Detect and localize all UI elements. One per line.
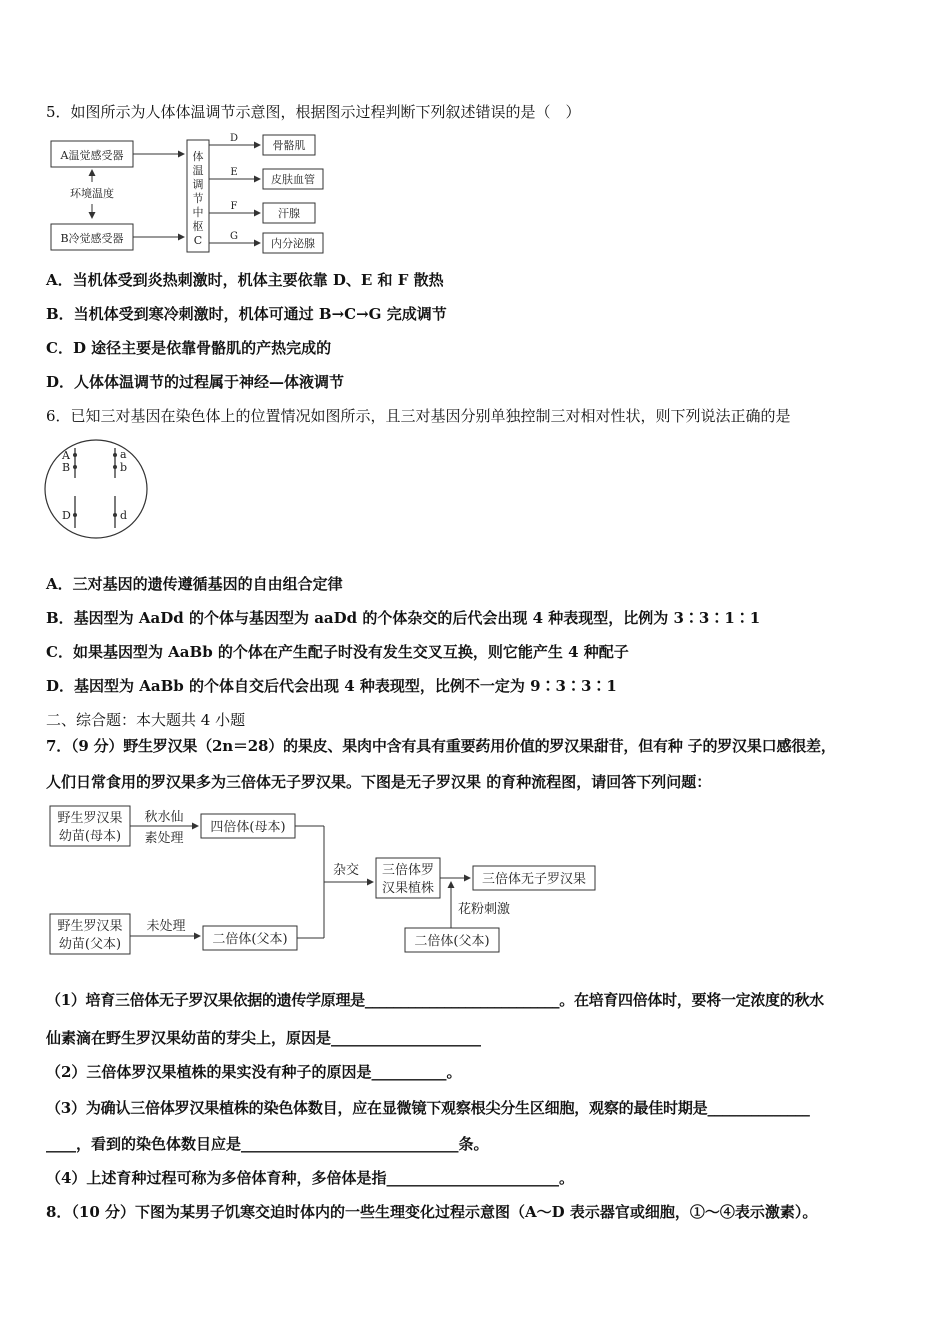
svg-text:中: 中 [192, 206, 204, 219]
q7-sub3-line2: ____，看到的染色体数目应是_____________________________条。 [46, 1135, 489, 1153]
q5-box-a: A温觉感受器 [60, 149, 124, 162]
q7-seedling-mother-1: 野生罗汉果 [57, 811, 123, 826]
q5-option-c: C．D 途径主要是依靠骨骼肌的产热完成的 [46, 339, 332, 357]
q5-label-e: E [230, 167, 238, 178]
q6-gene-B: B [62, 461, 71, 474]
q7-stem-line2: 人们日常食用的罗汉果多为三倍体无子罗汉果。下图是无子罗汉果 的育种流程图，请回答下列问题： [46, 773, 712, 791]
q7-triploid-1: 三倍体罗 [381, 863, 435, 878]
q7-breeding-flowchart [46, 802, 606, 958]
q5-target-sweat: 汗腺 [278, 207, 300, 220]
q7-diploid2: 二倍体(父本) [414, 934, 490, 949]
q7-sub2: （2）三倍体罗汉果植株的果实没有种子的原因是__________。 [46, 1063, 462, 1081]
svg-text:体: 体 [192, 150, 204, 163]
q5-target-vessel: 皮肤血管 [271, 173, 315, 186]
svg-text:枢: 枢 [192, 220, 204, 233]
q5-label-d: D [229, 133, 239, 144]
q6-gene-A: A [62, 449, 70, 462]
q5-option-a: A．当机体受到炎热刺激时，机体主要依靠 D、E 和 F 散热 [46, 271, 444, 289]
q7-triploid-2: 汉果植株 [381, 881, 435, 896]
q6-chromosome-diagram [42, 436, 154, 542]
q6-option-c: C．如果基因型为 AaBb 的个体在产生配子时没有发生交叉互换，则它能产生 4 种配子 [46, 643, 629, 661]
q7-treat2: 未处理 [146, 919, 186, 934]
q6-gene-a: a [120, 448, 127, 461]
q7-seedling-father-1: 野生罗汉果 [57, 919, 123, 934]
q6-stem: 6．已知三对基因在染色体上的位置情况如图所示，且三对基因分别单独控制三对相对性状，则下列说法正确的是 [46, 407, 791, 425]
q7-sub1-line2: 仙素滴在野生罗汉果幼苗的芽尖上，原因是____________________ [46, 1029, 482, 1047]
q6-gene-d: d [120, 509, 128, 522]
q6-gene-b: b [120, 461, 128, 474]
svg-text:调: 调 [192, 178, 204, 191]
q5-center-text [193, 149, 204, 247]
q5-option-b: B．当机体受到寒冷刺激时，机体可通过 B→C→G 完成调节 [46, 305, 447, 323]
q5-target-endocrine: 内分泌腺 [271, 237, 315, 250]
q6-gene-D: D [62, 509, 71, 522]
q6-option-b: B．基因型为 AaDd 的个体与基因型为 aaDd 的个体杂交的后代会出现 4 种表现型，比例为 3∶3∶1∶1 [46, 609, 761, 627]
q7-seedless: 三倍体无子罗汉果 [481, 872, 587, 887]
q5-env-temp: 环境温度 [70, 187, 114, 200]
q7-seedling-mother-2: 幼苗(母本) [58, 829, 122, 844]
svg-text:温: 温 [192, 164, 204, 177]
q5-stem: 5．如图所示为人体体温调节示意图，根据图示过程判断下列叙述错误的是（ ） [46, 103, 581, 121]
q8-stem: 8．（10 分）下图为某男子饥寒交迫时体内的一些生理变化过程示意图（A～D 表示器官或细胞，①～④表示激素）。 [46, 1203, 818, 1221]
q5-label-g: G [230, 231, 238, 242]
q6-option-a: A．三对基因的遗传遵循基因的自由组合定律 [46, 575, 343, 593]
svg-text:C: C [193, 234, 203, 247]
q7-seedling-father-2: 幼苗(父本) [58, 937, 122, 952]
q7-treat1-1: 秋水仙 [144, 810, 184, 825]
q7-tetraploid: 四倍体(母本) [210, 820, 286, 835]
q6-option-d: D．基因型为 AaBb 的个体自交后代会出现 4 种表现型，比例不一定为 9∶3∶3∶1 [46, 677, 617, 695]
q5-box-b: B冷觉感受器 [60, 232, 124, 245]
q5-target-muscle: 骨骼肌 [272, 139, 306, 152]
section-heading: 二、综合题：本大题共 4 小题 [46, 711, 246, 729]
q7-sub4: （4）上述育种过程可称为多倍体育种，多倍体是指_______________________。 [46, 1169, 574, 1187]
q7-cross: 杂交 [332, 863, 360, 878]
q7-sub3-line1: （3）为确认三倍体罗汉果植株的染色体数目，应在显微镜下观察根尖分生区细胞，观察的最佳时期是______________ [46, 1099, 810, 1117]
q7-pollen: 花粉刺激 [457, 902, 511, 917]
q7-diploid: 二倍体(父本) [212, 932, 288, 947]
q5-thermoregulation-diagram [46, 130, 336, 260]
q7-stem-line1: 7．（9 分）野生罗汉果（2n＝28）的果皮、果肉中含有具有重要药用价值的罗汉果甜苷，但有种 子的罗汉果口感很差， [46, 737, 836, 755]
q7-sub1-line1: （1）培育三倍体无子罗汉果依据的遗传学原理是___________________________。在培育四倍体时，要将一定浓度的秋水 [46, 991, 824, 1009]
q7-treat1-2: 素处理 [144, 831, 184, 846]
svg-text:节: 节 [192, 192, 204, 205]
q5-label-f: F [230, 201, 238, 212]
q5-option-d: D．人体体温调节的过程属于神经—体液调节 [46, 373, 345, 391]
